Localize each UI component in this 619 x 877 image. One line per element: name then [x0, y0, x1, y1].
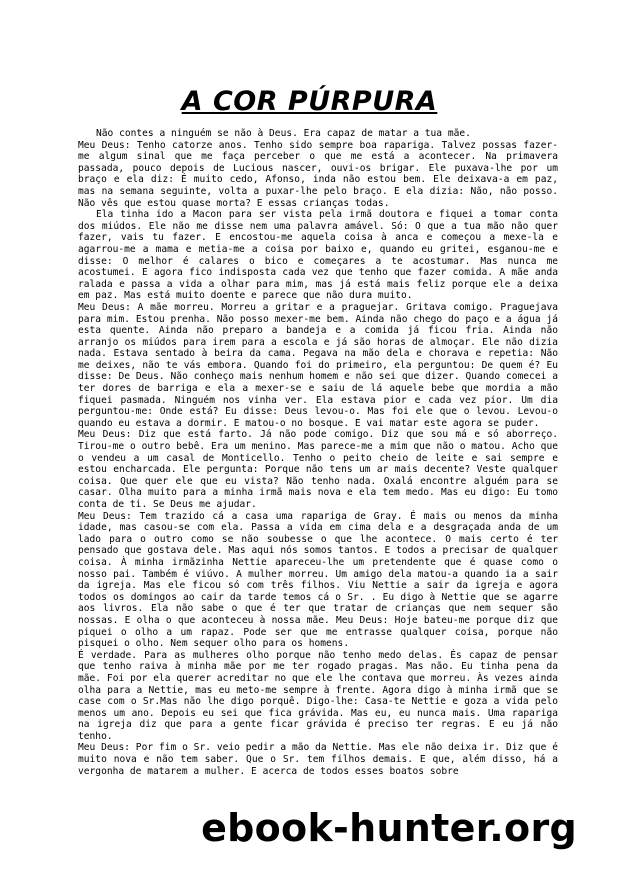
- paragraph: Meu Deus: Tenho catorze anos. Tenho sido sempre boa rapariga. Talvez possas fazer-me algum sinal que me faça perceber o que me está a acontecer. Na primavera passada, pouco depois de Lucious nascer, ouvi-os brigar. Ele puxava-lhe por um braço e ela diz: É muito cedo, Afonso, inda não estou bem. Ele deixava-a em paz, mas na semana seguinte, volta a puxar-lhe pelo braço. E ela dizia: Não, não posso. Não vês que estou quase morta? E essas crianças todas.: [78, 139, 558, 209]
- document-title: A COR PÚRPURA: [181, 86, 438, 117]
- paragraph: É verdade. Para as mulheres olho porque não tenho medo delas. És capaz de pensar que tenho raiva à minha mãe por me ter rogado pragas. Mas não. Eu tinha pena da mãe. Foi por ela querer acreditar no que ele lhe contava que morreu. Às vezes ainda olha para a Nettie, mas eu meto-me sempre à frente. Agora digo à minha irmã que se case com o Sr.Mas não lhe digo porquê. Digo-lhe: Casa-te Nettie e goza a vida pelo menos um ano. Depois eu sei que fica grávida. Mas eu, eu nunca mais. Uma rapariga na igreja diz que para a gente ficar grávida é preciso ter regras. E eu já não tenho.: [78, 649, 558, 742]
- paragraph: Meu Deus: Diz que está farto. Já não pode comigo. Diz que sou má e só aborreço. Tirou-me o outro bebê. Era um menino. Mas parece-me a mim que não o matou. Acho que o vendeu a um casal de Monticello. Tenho o peito cheio de leite e sai sempre e estou encharcada. Ele pergunta: Porque não tens um ar mais decente? Veste qualquer coisa. Que quer ele que eu vista? Não tenho nada. Oxalá encontre alguém para se casar. Olha muito para a minha irmã mais nova e ela tem medo. Mas eu digo: Eu tomo conta de ti. Se Deus me ajudar.: [78, 429, 558, 510]
- paragraph: Meu Deus: Por fim o Sr. veio pedir a mão da Nettie. Mas ele não deixa ir. Diz que é muito nova e não tem saber. Que o Sr. tem filhos demais. E que, além disso, há a vergonha de matarem a mulher. E acerca de todos esses boatos sobre: [78, 742, 558, 777]
- document-body: [78, 128, 558, 777]
- paragraph: Não contes a ninguém se não à Deus. Era capaz de matar a tua mãe.: [96, 128, 471, 139]
- watermark-text: ebook-hunter.org: [201, 806, 577, 850]
- paragraph: Meu Deus: A mãe morreu. Morreu a gritar e a praguejar. Gritava comigo. Praguejava para mim. Estou prenha. Não posso mexer-me bem. Ainda não chego do paço e a água já esta quente. Ainda não preparo a bandeja e a comida já ficou fria. Ainda não arranjo os miúdos para irem para a escola e já são horas de almoçar. Ele não dizia nada. Estava sentado à beira da cama. Pegava na mão dela e chorava e repetia: Não me deixes, não te vás embora. Quando foi do primeiro, ela perguntou: De quem é? Eu disse: De Deus. Não conheço mais nenhum homem e não sei que dizer. Quando comecei a ter dores de barriga e ela a mexer-se e saiu de lá aquele bebe que mordia a mão fiquei pasmada. Ninguém nos vinha ver. Ela estava pior e cada vez pior. Um dia perguntou-me: Onde está? Eu disse: Deus levou-o. Mas foi ele que o levou. Levou-o quando eu estava a dormir. E matou-o no bosque. E vai matar este agora se puder.: [78, 301, 558, 429]
- paragraph: Meu Deus: Tem trazido cá a casa uma rapariga de Gray. É mais ou menos da minha idade, mas casou-se com ela. Passa a vida em cima dela e a desgraçada anda de um lado para o outro como se não soubesse o que lhe acontece. O mais certo é ter pensado que gostava dele. Mas aqui nós somos tantos. E todos a precisar de qualquer coisa. À minha irmãzinha Nettie apareceu-lhe um pretendente que é quase como o nosso pai. Também é viúvo. A mulher morreu. Um amigo dela matou-a quando ia a sair da igreja. Mas ele ficou só com três filhos. Viu Nettie a sair da igreja e agora todos os domingos ao cair da tarde temos cá o Sr. . Eu digo à Nettie que se agarre aos livros. Ela não sabe o que é ter que tratar de crianças que nem sequer são nossas. E olha o que aconteceu à nossa mãe. Meu Deus: Hoje bateu-me porque diz que piquei o olho a um rapaz. Pode ser que me entrasse qualquer coisa, porque não pisquei o olho. Nem sequer olho para os homens.: [78, 510, 558, 650]
- paragraph: Ela tinha ido a Macon para ser vista pela irmã doutora e fiquei a tomar conta dos miúdos. Ele não me disse nem uma palavra amável. Só: O que a tua mão não quer fazer, vais tu fazer. E encostou-me aquela coisa à anca e começou a mexe-la e agarrou-me a mama e metia-me a coisa por baixo e, quando eu gritei, esganou-me e disse: O melhor é calares o bico e começares a te acostumar. Mas nunca me acostumei. E agora fico indisposta cada vez que tenho que fazer comida. A mãe anda ralada e passa a vida a olhar para mim, mas já está mais feliz porque ele a deixa em paz. Mas está muito doente e parece que não dura muito.: [78, 209, 558, 302]
